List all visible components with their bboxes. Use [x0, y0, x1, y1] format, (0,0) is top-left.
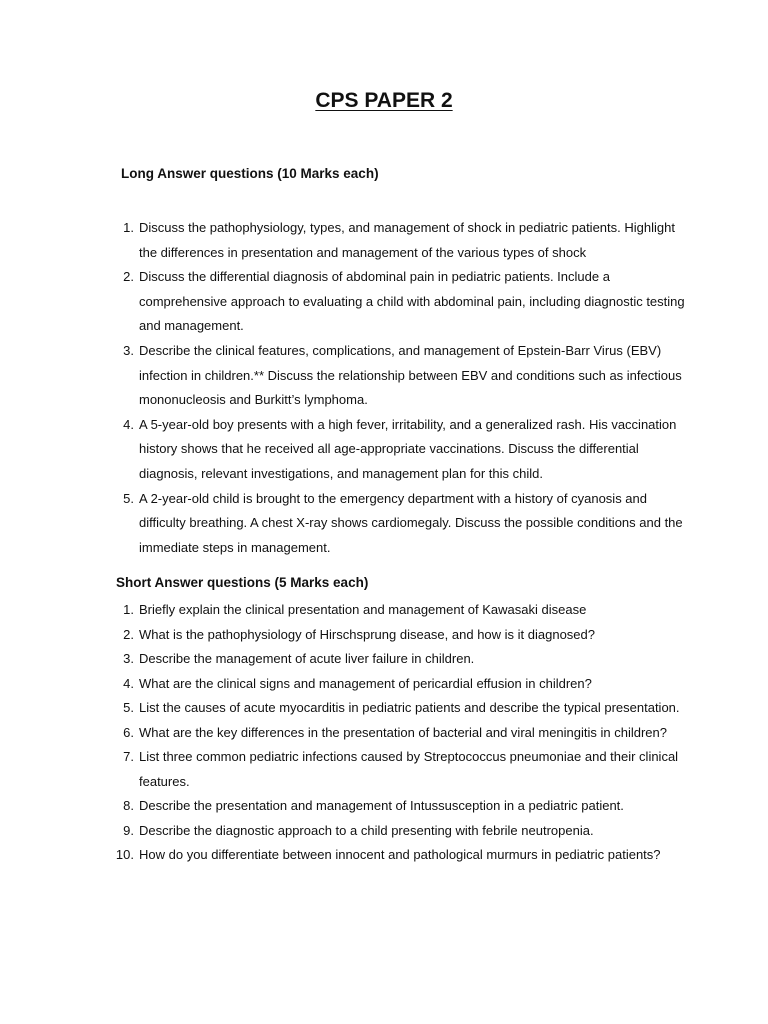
- question-number: 8.: [123, 798, 134, 813]
- list-item: [112, 339, 692, 413]
- question-number: 10.: [115, 847, 134, 862]
- long-answer-list: [112, 216, 692, 560]
- list-item: [112, 647, 692, 672]
- question-number: 3.: [123, 651, 134, 666]
- question-number: 1.: [123, 220, 134, 235]
- list-item: [112, 216, 692, 265]
- question-number: 5.: [123, 490, 134, 506]
- list-item: [112, 623, 692, 648]
- list-item: [112, 487, 692, 561]
- question-text: What is the pathophysiology of Hirschsprung disease, and how is it diagnosed?: [139, 626, 595, 642]
- list-item: [112, 696, 692, 721]
- list-item: [112, 265, 692, 339]
- question-number: 4.: [123, 675, 134, 691]
- page-title-text: CPS PAPER 2: [315, 89, 453, 112]
- question-number: 3.: [123, 342, 134, 358]
- list-item: [112, 819, 692, 844]
- question-text: How do you differentiate between innocent and pathological murmurs in pediatric patients?: [139, 847, 661, 862]
- list-item: [112, 794, 692, 819]
- list-item: [112, 721, 692, 746]
- question-number: 6.: [123, 724, 134, 740]
- question-text: Describe the diagnostic approach to a child presenting with febrile neutropenia.: [139, 822, 594, 838]
- question-text: List the causes of acute myocarditis in pediatric patients and describe the typical presentation.: [139, 700, 680, 715]
- question-number: 7.: [123, 749, 134, 764]
- list-item: [112, 598, 692, 623]
- list-item: [112, 672, 692, 697]
- list-item: [112, 745, 692, 794]
- question-number: 5.: [123, 700, 134, 715]
- question-number: 2.: [123, 269, 134, 285]
- question-text: Describe the clinical features, complications, and management of Epstein-Barr Virus (EBV) infection in children.** Discuss the relationship between EBV and conditions such as infectious mononucleosis and Burkitt’s lymphoma.: [139, 342, 682, 408]
- list-item: [112, 843, 692, 868]
- question-number: 2.: [123, 626, 134, 642]
- question-number: 4.: [123, 416, 134, 432]
- question-text: A 5-year-old boy presents with a high fever, irritability, and a generalized rash. His vaccination history shows that he received all age-appropriate vaccinations. Discuss the differential diagnosis, relevant investigations, and management plan for this child.: [139, 416, 677, 481]
- short-answer-heading: Short Answer questions (5 Marks each): [116, 575, 369, 590]
- question-text: List three common pediatric infections caused by Streptococcus pneumoniae and their clinical features.: [139, 749, 679, 789]
- question-text: A 2-year-old child is brought to the emergency department with a history of cyanosis and difficulty breathing. A chest X-ray shows cardiomegaly. Discuss the possible conditions and the immediate steps in management.: [139, 490, 683, 555]
- short-answer-list: [112, 598, 692, 868]
- question-text: What are the key differences in the presentation of bacterial and viral meningitis in children?: [139, 724, 667, 740]
- question-number: 1.: [123, 602, 134, 617]
- long-answer-heading: Long Answer questions (10 Marks each): [121, 166, 379, 181]
- question-text: Discuss the pathophysiology, types, and management of shock in pediatric patients. Highlight the differences in presentation and management of the various types of shock: [139, 220, 675, 260]
- question-text: Briefly explain the clinical presentation and management of Kawasaki disease: [139, 602, 587, 617]
- question-text: Discuss the differential diagnosis of abdominal pain in pediatric patients. Include a comprehensive approach to evaluating a child with abdominal pain, including diagnostic testing and management.: [139, 269, 685, 334]
- question-text: Describe the presentation and management of Intussusception in a pediatric patient.: [139, 798, 624, 813]
- question-text: Describe the management of acute liver failure in children.: [139, 651, 475, 666]
- question-number: 9.: [123, 822, 134, 838]
- question-text: What are the clinical signs and management of pericardial effusion in children?: [139, 675, 592, 691]
- page-title: [0, 88, 768, 114]
- list-item: [112, 413, 692, 487]
